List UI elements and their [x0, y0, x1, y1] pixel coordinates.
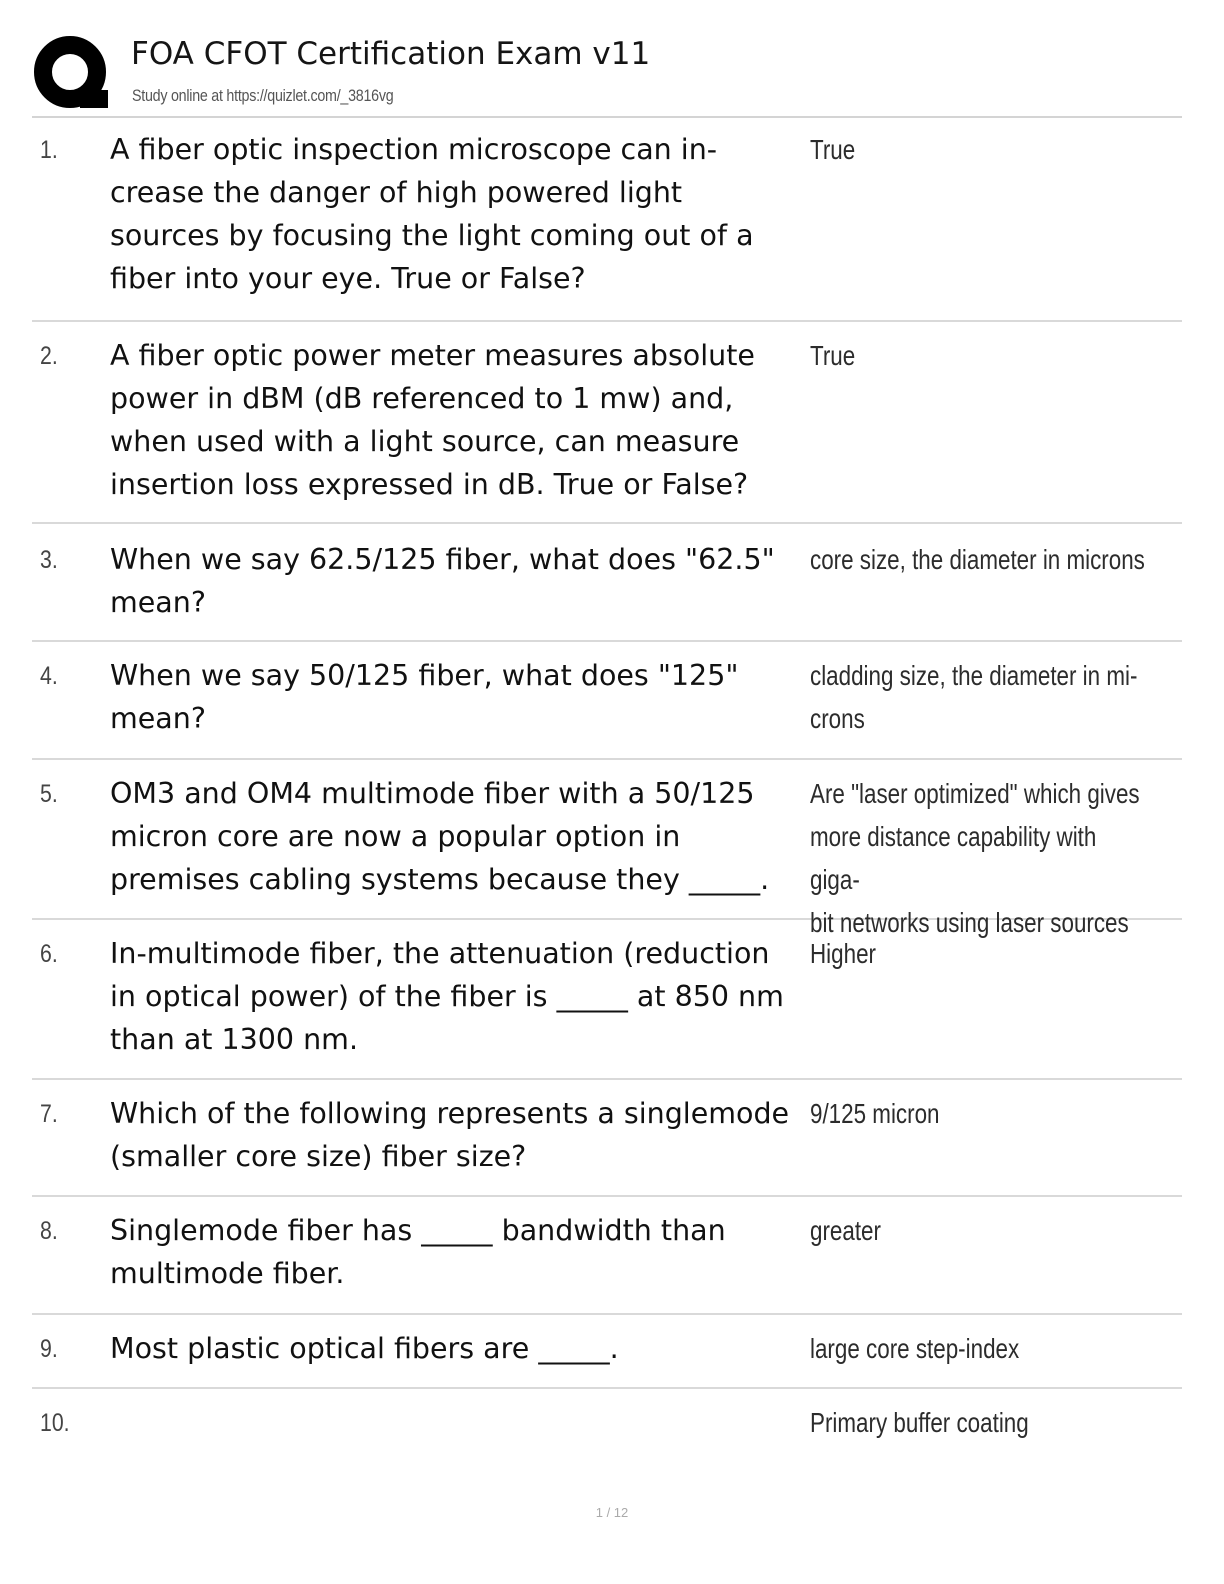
card-answer: core size, the diameter in microns: [810, 544, 1145, 575]
card-number: 4.: [40, 662, 58, 690]
page-indicator: 1 / 12: [595, 1505, 629, 1520]
flashcard-9: [32, 1315, 1182, 1389]
flashcard-2: [32, 322, 1182, 524]
card-number: 2.: [40, 342, 58, 370]
flashcard-10: [32, 1389, 1182, 1463]
page-title: FOA CFOT Certification Exam v11: [131, 36, 651, 72]
flashcard-list: [32, 118, 1182, 1463]
card-question: OM3 and OM4 multimode fiber with a 50/125 micron core are now a popular option in premises cabling systems because they _____.: [110, 777, 770, 896]
card-question: When we say 50/125 fiber, what does "125" mean?: [110, 659, 739, 735]
card-answer: Are "laser optimized" which gives more distance capability with giga- bit networks using laser sources: [810, 778, 1140, 938]
card-answer: True: [810, 340, 856, 371]
card-question: When we say 62.5/125 fiber, what does "62.5" mean?: [110, 543, 775, 619]
card-number: 9.: [40, 1335, 58, 1363]
card-question: In-multimode fiber, the attenuation (reduction in optical power) of the fiber is _____ at 850 nm than at 1300 nm.: [110, 937, 784, 1056]
flashcard-6: [32, 920, 1182, 1080]
card-answer: Primary buffer coating: [810, 1407, 1029, 1438]
card-answer: large core step-index: [810, 1333, 1020, 1364]
card-answer: True: [810, 134, 856, 165]
card-answer: greater: [810, 1215, 881, 1246]
card-answer: cladding size, the diameter in mi- crons: [810, 660, 1138, 734]
card-answer: Higher: [810, 938, 876, 969]
flashcard-5: [32, 760, 1182, 938]
flashcard-8: [32, 1197, 1182, 1315]
card-answer: 9/125 micron: [810, 1098, 940, 1129]
quizlet-q-logo-icon: [32, 34, 112, 114]
flashcard-7: [32, 1080, 1182, 1197]
card-question: Most plastic optical fibers are _____.: [110, 1332, 619, 1365]
card-number: 5.: [40, 780, 58, 808]
study-online-link[interactable]: Study online at https://quizlet.com/_3816vg: [132, 86, 394, 105]
card-number: 10.: [40, 1409, 70, 1437]
card-number: 1.: [40, 136, 58, 164]
document-header: [32, 30, 1182, 116]
card-question: A fiber optic power meter measures absolute power in dBM (dB referenced to 1 mw) and, when used with a light source, can measure insertion loss expressed in dB. True or False?: [110, 339, 755, 501]
card-question: Singlemode fiber has _____ bandwidth than multimode fiber.: [110, 1214, 726, 1290]
card-number: 8.: [40, 1217, 58, 1245]
card-number: 7.: [40, 1100, 58, 1128]
card-question: Which of the following represents a singlemode (smaller core size) fiber size?: [110, 1097, 790, 1173]
card-question: A fiber optic inspection microscope can in- crease the danger of high powered light sources by focusing the light coming out of a fiber into your eye. True or False?: [110, 133, 754, 295]
card-number: 6.: [40, 940, 58, 968]
flashcard-4: [32, 642, 1182, 760]
flashcard-1: [32, 118, 1182, 322]
flashcard-3: [32, 524, 1182, 642]
card-number: 3.: [40, 546, 58, 574]
